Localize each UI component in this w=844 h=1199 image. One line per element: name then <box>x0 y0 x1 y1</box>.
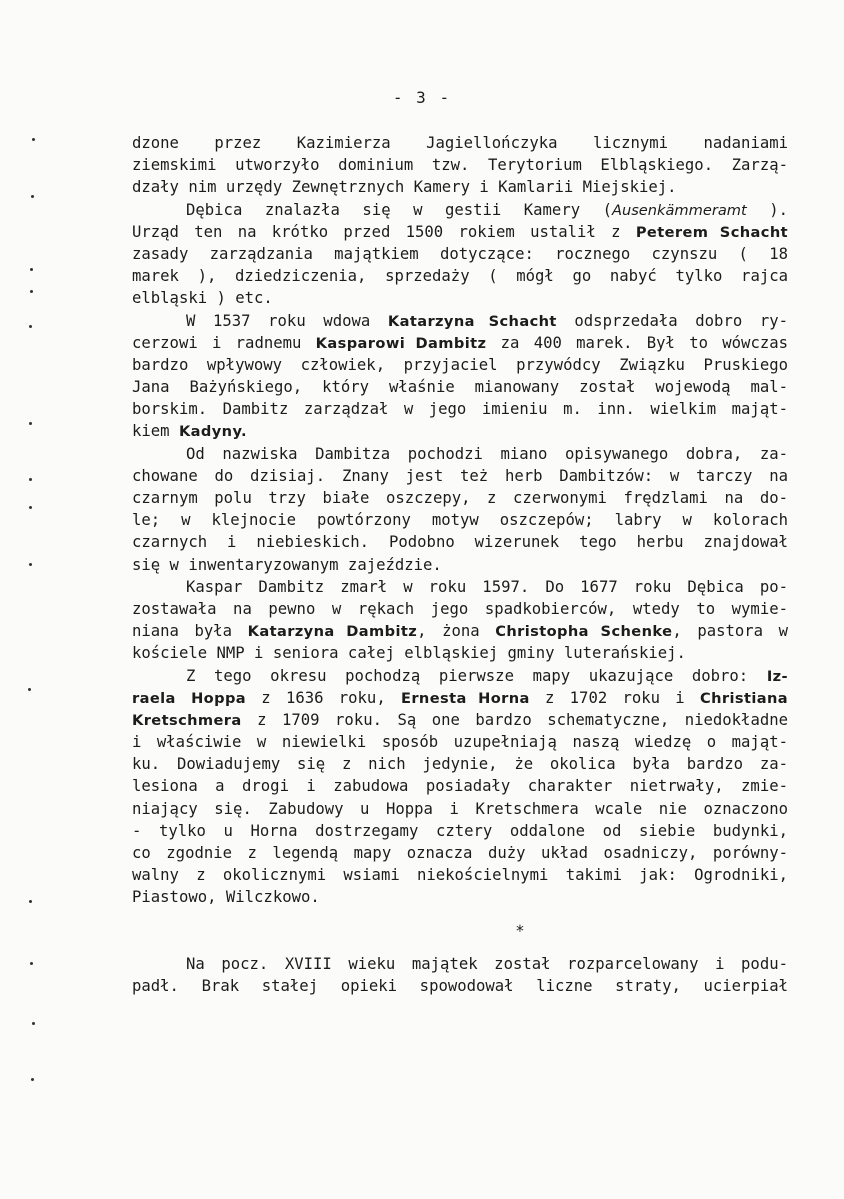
bold-name: Kasparowi Dambitz <box>315 334 487 352</box>
text-line <box>132 842 788 864</box>
text-segment: niający się. Zabudowy u Hoppa i Kretschmera wcale nie oznaczono <box>132 799 788 818</box>
body-text <box>132 132 788 997</box>
scan-speck <box>31 195 34 198</box>
text-line <box>132 554 788 576</box>
bold-name: Iz- <box>766 667 788 685</box>
text-segment: Jana Bażyńskiego, który właśnie mianowany został wojewodą mal- <box>132 378 788 397</box>
text-segment: Piastowo, Wilczkowo. <box>132 888 320 907</box>
bold-name: Christiana <box>699 689 789 707</box>
text-segment: dzały nim urzędy Zewnętrznych Kamery i Kamlarii Miejskiej. <box>132 178 677 197</box>
text-segment: dzone przez Kazimierza Jagiellończyka licznymi nadaniami <box>132 134 788 152</box>
text-segment: z 1636 roku, <box>246 688 401 707</box>
text-line <box>132 775 788 797</box>
text-segment: , żona <box>417 622 496 641</box>
text-segment: padł. Brak stałej opieki spowodował liczne straty, ucierpiał <box>132 976 788 995</box>
text-line <box>132 465 788 487</box>
text-segment: Na pocz. XVIII wieku majątek został rozparcelowany i podu- <box>186 954 788 973</box>
text-segment: co zgodnie z legendą mapy oznacza duży układ osadniczy, porówny- <box>132 844 788 862</box>
text-line <box>132 531 788 553</box>
text-segment: bardzo wpływowy człowiek, przyjaciel przywódcy Związku Pruskiego <box>132 355 788 374</box>
text-line <box>132 176 788 198</box>
bold-name: Kadyny. <box>178 423 247 441</box>
page-number: - 3 - <box>392 88 452 107</box>
text-segment: Z tego okresu pochodzą pierwsze mapy ukazujące dobro: <box>186 666 767 685</box>
bold-name: Hoppa <box>191 689 247 707</box>
scan-speck <box>32 1022 35 1025</box>
text-segment: elbląski ) etc. <box>132 289 273 308</box>
text-segment: - tylko u Horna dostrzegamy cztery oddalone od siebie budynki, <box>132 821 788 840</box>
text-line <box>132 687 788 709</box>
scan-speck <box>30 290 33 293</box>
text-line <box>132 665 788 687</box>
text-line <box>132 731 788 753</box>
scan-speck <box>29 900 32 903</box>
text-line <box>132 798 788 820</box>
text-segment: i właściwie w niewielki sposób uzupełniają naszą wiedzę o mająt- <box>132 733 788 752</box>
bold-name: raela <box>132 689 176 707</box>
text-line <box>132 265 788 287</box>
bold-name: Kretschmera <box>132 711 242 729</box>
text-line <box>132 332 788 354</box>
text-line <box>132 154 788 176</box>
text-segment: zasady zarządzania majątkiem dotyczące: rocznego czynszu ( 18 <box>132 244 788 263</box>
text-segment: się w inwentaryzowanym zajeździe. <box>132 555 442 574</box>
text-segment: Kaspar Dambitz zmarł w roku 1597. Do 1677 roku Dębica po- <box>186 577 788 596</box>
bold-name: Katarzyna Dambitz <box>247 623 418 641</box>
text-line <box>132 864 788 886</box>
bold-name: Peterem Schacht <box>635 223 789 241</box>
text-line <box>132 354 788 376</box>
text-segment: kościele NMP i seniora całej elbląskiej gminy luterańskiej. <box>132 644 686 663</box>
text-segment: odsprzedała dobro ry- <box>556 311 788 330</box>
scan-speck <box>30 962 33 965</box>
scan-speck <box>29 422 32 425</box>
text-line <box>132 620 788 642</box>
text-segment: niana była <box>132 622 248 641</box>
text-segment: z 1709 roku. Są one bardzo schematyczne, niedokładne <box>241 710 788 729</box>
text-segment: walny z okolicznymi wsiami niekościelnymi takimi jak: Ogrodniki, <box>132 866 788 885</box>
text-line <box>132 598 788 620</box>
text-segment: z 1702 roku i <box>529 688 700 707</box>
text-segment: czarnym polu trzy białe oszczepy, z czerwonymi frędzlami na do- <box>132 489 788 507</box>
scan-speck <box>30 268 33 271</box>
scan-speck <box>28 688 31 691</box>
bold-name: Christopha Schenke <box>495 623 673 641</box>
text-segment: marek ), dziedziczenia, sprzedaży ( mógł go nabyć tylko rajca <box>132 267 788 286</box>
text-segment: Od nazwiska Dambitza pochodzi miano opisywanego dobra, za- <box>186 444 788 463</box>
text-segment: le; w klejnocie powtórzony motyw oszczepów; labry w kolorach <box>132 511 788 530</box>
text-segment: ku. Dowiadujemy się z nich jedynie, że okolica była bardzo za- <box>132 755 788 774</box>
text-segment: Dębica znalazła się w gestii Kamery ( <box>186 200 612 219</box>
text-line <box>132 953 788 975</box>
text-line <box>132 243 788 265</box>
text-line <box>132 576 788 598</box>
text-line <box>132 132 788 154</box>
text-segment: za 400 marek. Był to wówczas <box>486 333 788 352</box>
scan-speck <box>32 138 35 141</box>
text-segment: , pastora w <box>672 622 788 641</box>
text-segment: zostawała na pewno w rękach jego spadkobierców, wtedy to wymie- <box>132 599 788 618</box>
section-separator: * <box>515 921 525 940</box>
text-line <box>132 310 788 332</box>
text-line <box>132 398 788 420</box>
scan-speck <box>31 1078 34 1081</box>
text-segment: W 1537 roku wdowa <box>186 311 388 330</box>
text-line <box>132 287 788 309</box>
text-line <box>132 443 788 465</box>
text-line <box>132 420 788 442</box>
text-line <box>132 376 788 398</box>
text-segment: chowane do dzisiaj. Znany jest też herb Dambitzów: w tarczy na <box>132 466 788 485</box>
text-segment: czarnych i niebieskich. Podobno wizerunek tego herbu znajdował <box>132 533 788 552</box>
text-block-continuation <box>132 953 788 997</box>
text-line <box>132 642 788 664</box>
text-segment: lesiona a drogi i zabudowa posiadały charakter nietrwały, zmie- <box>132 777 788 796</box>
text-segment: ziemskimi utworzyło dominium tzw. Terytorium Elbląskiego. Zarzą- <box>132 156 788 175</box>
text-block-main <box>132 132 788 909</box>
text-segment: Urząd ten na krótko przed 1500 rokiem ustalił z <box>132 222 636 241</box>
bold-name: Ernesta Horna <box>400 689 530 707</box>
text-line <box>132 753 788 775</box>
text-line <box>132 221 788 243</box>
text-line <box>132 487 788 509</box>
italic-term: Ausenkämmeramt <box>611 201 747 219</box>
text-line <box>132 199 788 221</box>
text-segment <box>176 689 191 707</box>
bold-name: Katarzyna Schacht <box>387 312 557 330</box>
text-line <box>132 509 788 531</box>
text-segment: cerzowi i radnemu <box>132 333 316 352</box>
text-segment: borskim. Dambitz zarządzał w jego imieniu m. inn. wielkim mająt- <box>132 400 788 419</box>
scan-speck <box>29 478 32 481</box>
text-line <box>132 820 788 842</box>
text-line <box>132 886 788 908</box>
scan-speck <box>29 325 32 328</box>
text-line <box>132 975 788 997</box>
text-segment: kiem <box>132 422 179 441</box>
text-line <box>132 709 788 731</box>
scan-speck <box>29 506 32 509</box>
text-segment: ). <box>746 200 788 219</box>
scan-speck <box>29 563 32 566</box>
